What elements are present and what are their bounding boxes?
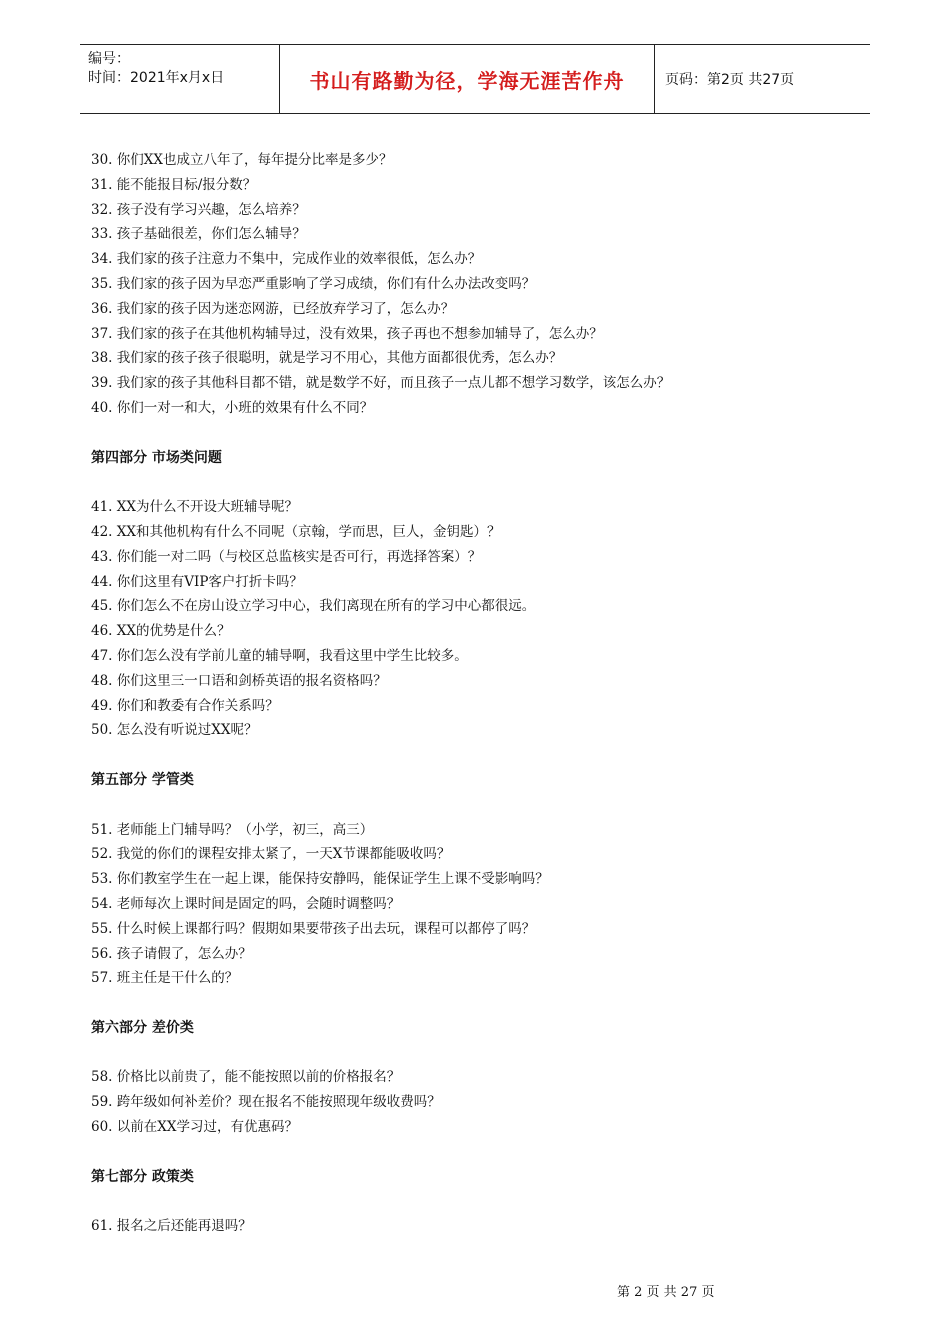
list-item: 47. 你们怎么没有学前儿童的辅导啊，我看这里中学生比较多。 xyxy=(91,647,468,664)
list-item: 61. 报名之后还能再退吗？ xyxy=(91,1218,252,1235)
list-item: 52. 我觉的你们的课程安排太紧了，一天X节课都能吸收吗？ xyxy=(91,846,451,863)
list-item: 34. 我们家的孩子注意力不集中，完成作业的效率很低，怎么办？ xyxy=(91,251,482,268)
list-item: 56. 孩子请假了，怎么办？ xyxy=(91,945,252,962)
list-item: 60. 以前在XX学习过，有优惠码？ xyxy=(91,1119,298,1136)
header-page-info: 页码：第2页 共27页 xyxy=(665,72,795,88)
list-item: 38. 我们家的孩子孩子很聪明，就是学习不用心，其他方面都很优秀，怎么办？ xyxy=(91,350,563,367)
list-item: 43. 你们能一对二吗（与校区总监核实是否可行，再选择答案）？ xyxy=(91,548,482,565)
list-item: 48. 你们这里三一口语和剑桥英语的报名资格吗？ xyxy=(91,672,387,689)
list-item: 37. 我们家的孩子在其他机构辅导过，没有效果，孩子再也不想参加辅导了，怎么办？ xyxy=(91,325,603,342)
list-item: 55. 什么时候上课都行吗？假期如果要带孩子出去玩，课程可以都停了吗？ xyxy=(91,920,536,937)
document-body xyxy=(91,148,851,1239)
list-item: 53. 你们教室学生在一起上课，能保持安静吗，能保证学生上课不受影响吗？ xyxy=(91,871,549,888)
list-item: 32. 孩子没有学习兴趣，怎么培养？ xyxy=(91,201,306,218)
section-heading: 第七部分 政策类 xyxy=(91,1168,194,1185)
page-footer: 第 2 页 共 27 页 xyxy=(617,1285,715,1300)
section-heading: 第六部分 差价类 xyxy=(91,1019,194,1036)
list-item: 30. 你们XX也成立八年了，每年提分比率是多少？ xyxy=(91,152,393,168)
list-item: 42. XX和其他机构有什么不同呢（京翰，学而思，巨人，金钥匙）？ xyxy=(91,523,501,540)
page-header xyxy=(80,44,870,114)
list-item: 57. 班主任是干什么的？ xyxy=(91,970,239,987)
list-item: 35. 我们家的孩子因为早恋严重影响了学习成绩，你们有什么办法改变吗？ xyxy=(91,275,536,292)
list-item: 41. XX为什么不开设大班辅导呢？ xyxy=(91,499,298,516)
number-label: 编号： xyxy=(88,51,130,67)
list-item: 36. 我们家的孩子因为迷恋网游，已经放弃学习了，怎么办？ xyxy=(91,300,455,317)
header-meta xyxy=(80,45,280,113)
list-item: 31. 能不能报目标/报分数？ xyxy=(91,176,257,193)
list-item: 40. 你们一对一和大，小班的效果有什么不同？ xyxy=(91,399,374,416)
section-heading: 第五部分 学管类 xyxy=(91,771,194,788)
list-item: 51. 老师能上门辅导吗？（小学，初三，高三） xyxy=(91,821,374,838)
list-item: 39. 我们家的孩子其他科目都不错，就是数学不好，而且孩子一点儿都不想学习数学，该怎么办？ xyxy=(91,375,671,392)
header-motto: 书山有路勤为径，学海无涯苦作舟 xyxy=(280,45,655,113)
list-item: 44. 你们这里有VIP客户打折卡吗？ xyxy=(91,573,303,590)
list-item: 50. 怎么没有听说过XX呢？ xyxy=(91,722,258,739)
list-item: 46. XX的优势是什么？ xyxy=(91,623,231,640)
time-label: 时间：2021年x月x日 xyxy=(88,70,225,86)
list-item: 49. 你们和教委有合作关系吗？ xyxy=(91,697,279,714)
list-item: 45. 你们怎么不在房山设立学习中心，我们离现在所有的学习中心都很远。 xyxy=(91,598,536,615)
list-item: 58. 价格比以前贵了，能不能按照以前的价格报名？ xyxy=(91,1069,401,1086)
list-item: 59. 跨年级如何补差价？现在报名不能按照现年级收费吗？ xyxy=(91,1094,441,1111)
section-heading: 第四部分 市场类问题 xyxy=(91,449,222,466)
list-item: 33. 孩子基础很差，你们怎么辅导？ xyxy=(91,226,306,243)
list-item: 54. 老师每次上课时间是固定的吗，会随时调整吗？ xyxy=(91,895,401,912)
